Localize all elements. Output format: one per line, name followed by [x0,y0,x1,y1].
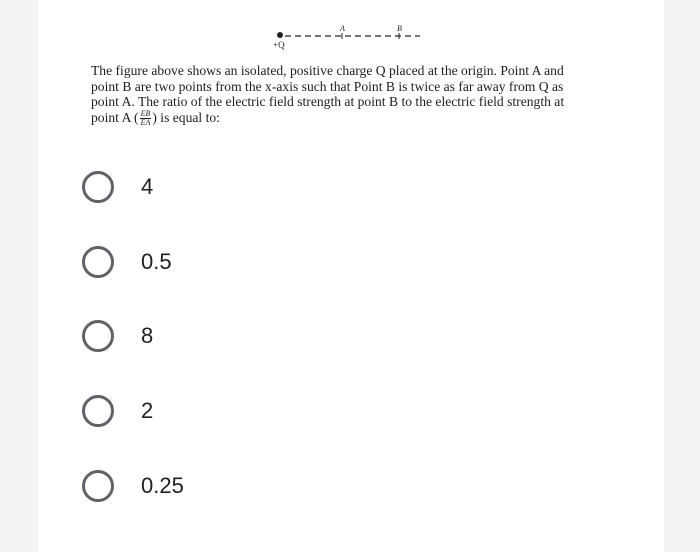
point-b-label: B [397,24,402,33]
question-card [38,0,664,552]
charge-dot [277,32,283,38]
point-a-label: A [340,24,345,33]
question-text-part2: ) is equal to: [152,109,220,125]
charge-diagram [38,0,664,60]
option-label: 8 [141,323,154,348]
option-label: 4 [141,174,154,199]
radio-button-icon[interactable] [82,470,114,502]
option-label: 2 [141,398,154,423]
question-text-part1: The figure above shows an isolated, positive charge Q placed at the origin. Point A and point B are two points from the x-axis such that Point B is twice as far away from Q as point A. The ratio of the electric field strength at point B to the electric field strength at point A ( [91,63,565,125]
option-0-5[interactable] [82,244,172,280]
question-text [91,63,581,127]
fraction-numerator: EB [140,108,151,118]
radio-button-icon[interactable] [82,320,114,352]
radio-button-icon[interactable] [82,395,114,427]
field-ratio-fraction [140,110,152,127]
option-0-25[interactable] [82,468,184,504]
radio-button-icon[interactable] [82,246,114,278]
option-4[interactable] [82,169,153,205]
radio-button-icon[interactable] [82,171,114,203]
fraction-denominator: EA [140,117,151,127]
charge-label: +Q [273,40,285,50]
option-8[interactable] [82,318,153,354]
option-label: 0.5 [141,249,172,274]
option-label: 0.25 [141,473,184,498]
option-2[interactable] [82,393,153,429]
